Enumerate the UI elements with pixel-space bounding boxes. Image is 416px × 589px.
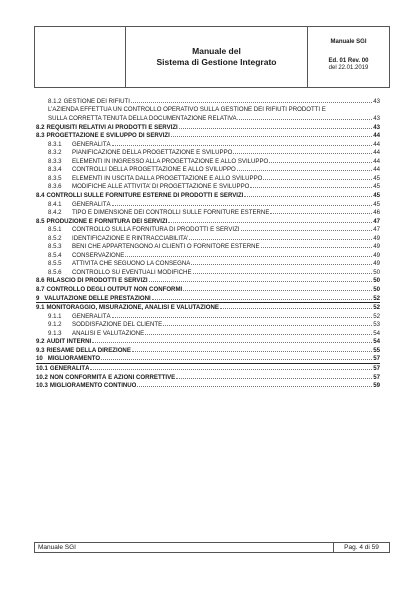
toc-entry-number: 9 [36, 294, 40, 302]
title-line-1: Manuale del [192, 46, 241, 56]
toc-entry-number: 8.5.1 [48, 226, 62, 234]
toc-entry[interactable] [36, 123, 380, 132]
toc-entry-number: 8.3 [36, 132, 45, 140]
toc-entry-number: 8.3.3 [48, 157, 62, 165]
toc-entry-page: 47 [373, 217, 380, 225]
toc-leader-dots [189, 234, 372, 240]
toc-entry-page: 59 [373, 382, 380, 390]
toc-entry-text: BENI CHE APPARTENGONO AI CLIENTI O FORNITORE ESTERNE [72, 243, 260, 251]
toc-leader-dots [183, 285, 372, 291]
toc-leader-dots [191, 259, 372, 265]
toc-entry-number: 8.3.2 [48, 149, 62, 157]
toc-entry-number: 9.2 [36, 338, 45, 346]
toc-entry-number: 8.5.5 [48, 260, 62, 268]
toc-entry[interactable] [36, 329, 380, 338]
document-info [308, 27, 389, 87]
toc-entry-text: RIESAME DELLA DIREZIONE [46, 346, 131, 354]
toc-leader-dots [233, 148, 372, 154]
toc-entry-number: 9.1.3 [48, 329, 62, 337]
toc-leader-dots [125, 251, 372, 257]
toc-entry[interactable] [36, 337, 380, 346]
toc-leader-dots [92, 337, 372, 343]
toc-entry-text: MODIFICHE ALLE ATTIVITA’ DI PROGETTAZIONE E SVILUPPO [72, 183, 250, 191]
toc-entry-text: NON CONFORMITÀ E AZIONI CORRETTIVE [49, 373, 176, 381]
toc-entry-page: 43 [373, 123, 380, 131]
toc-entry[interactable] [36, 234, 380, 243]
toc-entry-text: CONTROLLI SULLE FORNITURE ESTERNE DI PRODOTTI E SERVIZI [46, 192, 244, 200]
toc-entry-number: 9.1 [36, 304, 45, 312]
toc-entry-number: 8.4 [36, 192, 45, 200]
toc-entry-number: 8.5.3 [48, 243, 62, 251]
toc-entry[interactable] [36, 174, 380, 183]
toc-leader-dots [112, 140, 373, 146]
toc-entry-text: PIANIFICAZIONE DELLA PROGETTAZIONE E SVILUPPO [72, 149, 233, 157]
toc-entry-text: GESTIONE DEI RIFIUTI [63, 98, 130, 105]
toc-entry-page: 47 [373, 226, 380, 234]
toc-entry-text: ANALISI E VALUTAZIONE [72, 329, 145, 337]
toc-entry[interactable] [36, 131, 380, 140]
toc-entry[interactable] [36, 208, 380, 217]
toc-leader-dots [244, 191, 372, 197]
toc-entry-page: 49 [373, 260, 380, 268]
toc-entry-page: 44 [373, 140, 380, 148]
toc-entry-text: MIGLIORAMENTO [47, 355, 101, 363]
toc-entry-number: 8.7 [36, 286, 45, 294]
toc-entry-text: CONTROLLO SULLA FORNITURA DI PRODOTTI E SERVIZI [72, 226, 240, 234]
toc-entry-text: L’AZIENDA EFFETTUA UN CONTROLLO OPERATIVO SULLA GESTIONE DEI RIFIUTI PRODOTTI E [48, 105, 326, 113]
toc-entry-page: 54 [373, 329, 380, 337]
toc-entry-page: 43 [373, 98, 380, 105]
toc-entry[interactable] [36, 276, 380, 285]
toc-entry-page: 57 [373, 364, 380, 372]
toc-leader-dots [145, 329, 372, 335]
toc-leader-dots [179, 123, 372, 129]
edition: Ed. 01 Rev. 00 [328, 58, 369, 64]
toc-entry[interactable] [36, 294, 380, 304]
toc-entry-page: 50 [373, 286, 380, 294]
toc-entry[interactable] [36, 140, 380, 149]
page-number: Pag. 4 di 59 [333, 543, 389, 552]
toc-leader-dots [220, 303, 372, 309]
toc-entry-number: 10.2 [36, 373, 48, 381]
toc-entry[interactable] [36, 225, 380, 234]
toc-entry[interactable] [36, 320, 380, 329]
toc-entry[interactable] [36, 251, 380, 260]
document-footer [34, 542, 390, 553]
toc-entry-number: 8.2 [36, 123, 45, 131]
toc-entry-page: 57 [373, 355, 380, 363]
title-line-2: Sistema di Gestione Integrato [156, 57, 277, 67]
toc-entry-text: REQUISITI RELATIVI AI PRODOTTI E SERVIZI [46, 123, 178, 131]
toc-leader-dots [239, 114, 372, 120]
toc-leader-dots [176, 373, 372, 379]
toc-entry[interactable] [36, 217, 380, 226]
doc-name: Manuale SGI [330, 39, 367, 45]
toc-leader-dots [269, 157, 372, 163]
toc-entry-text: MIGLIORAMENTO CONTINUO [49, 382, 137, 390]
toc-entry-page: 49 [373, 234, 380, 242]
toc-leader-dots [250, 182, 372, 188]
toc-entry-number: 8.5.2 [48, 234, 62, 242]
toc-entry[interactable] [36, 364, 380, 373]
toc-entry-text: ATTIVITA CHE SEGUONO LA CONSEGNA [72, 260, 191, 268]
toc-entry[interactable] [36, 373, 380, 382]
toc-entry[interactable] [36, 268, 380, 277]
toc-entry-number: 8.4.1 [48, 200, 62, 208]
toc-entry[interactable] [36, 242, 380, 251]
toc-entry[interactable] [36, 200, 380, 209]
toc-entry-text: IDENTIFICAZIONE E RINTRACCIABILITA’ [72, 234, 189, 242]
toc-entry-text: PRODUZIONE E FORNITURA DEI SERVIZI [46, 217, 168, 225]
toc-entry-page: 44 [373, 157, 380, 165]
edition-date: del 22.01.2019 [328, 65, 369, 71]
toc-entry-page: 50 [373, 268, 380, 276]
toc-entry-number: 8.3.1 [48, 140, 62, 148]
toc-leader-dots [163, 320, 372, 326]
toc-entry-page: 53 [373, 321, 380, 329]
toc-entry-number: 8.6 [36, 277, 45, 285]
toc-entry-text: GENERALITÀ [72, 140, 111, 148]
toc-entry-number: 9.3 [36, 346, 45, 354]
toc-leader-dots [171, 131, 372, 137]
toc-entry[interactable] [36, 148, 380, 157]
toc-leader-dots [149, 276, 373, 282]
toc-entry-number: 8.5.4 [48, 251, 62, 259]
toc-entry-number: 10 [36, 355, 43, 363]
toc-entry-page: 45 [373, 200, 380, 208]
toc-entry-page: 57 [373, 373, 380, 381]
toc-entry[interactable] [36, 114, 380, 123]
toc-entry-page: 45 [373, 174, 380, 182]
toc-leader-dots [261, 242, 373, 248]
toc-entry-text: CONTROLLO DEGLI OUTPUT NON CONFORMI [46, 286, 183, 294]
toc-leader-dots [237, 165, 372, 171]
toc-entry[interactable] [36, 354, 380, 364]
toc-entry-number: 10.3 [36, 382, 48, 390]
toc-entry-text: CONSERVAZIONE [72, 251, 125, 259]
toc-entry[interactable] [36, 97, 380, 106]
toc-entry-page: 44 [373, 149, 380, 157]
toc-entry-text: VALUTAZIONE DELLE PRESTAZIONI [44, 294, 151, 302]
toc-entry[interactable] [36, 346, 380, 355]
toc-entry-page: 52 [373, 312, 380, 320]
toc-entry-text: RILASCIO DI PRODOTTI E SERVIZI [46, 277, 148, 285]
toc-leader-dots [131, 97, 372, 103]
toc-entry-number: 9.1.1 [48, 312, 62, 320]
toc-entry[interactable] [36, 165, 380, 174]
toc-leader-dots [90, 364, 372, 370]
footer-doc-name: Manuale SGI [38, 544, 76, 551]
toc-entry-page: 55 [373, 346, 380, 354]
toc-entry-text: PROGETTAZIONE E SVILUPPO DI SERVIZI [46, 132, 170, 140]
toc-entry-text: MONITORAGGIO, MISURAZIONE, ANALISI E VALUTAZIONE [46, 304, 219, 312]
toc-entry-text: SULLA CORRETTA TENUTA DELLA DOCUMENTAZIONE RELATIVA. [48, 115, 239, 123]
toc-entry-text: GENERALITÀ [72, 200, 111, 208]
document-header [34, 26, 390, 88]
toc-entry-number: 8.1.2 [48, 98, 62, 105]
toc-entry-text: AUDIT INTERNI [46, 338, 92, 346]
toc-entry-text: CONTROLLI DELLA PROGETTAZIONE E ALLO SVILUPPO [72, 166, 236, 174]
toc-entry-page: 50 [373, 277, 380, 285]
toc-leader-dots [112, 200, 373, 206]
toc-leader-dots [112, 312, 373, 318]
toc-entry-text: CONTROLLO SU EVENTUALI MODIFICHE [72, 268, 192, 276]
toc-leader-dots [270, 208, 372, 214]
toc-entry-number: 9.1.2 [48, 321, 62, 329]
toc-leader-dots [152, 294, 373, 300]
toc-entry[interactable] [36, 191, 380, 200]
toc-entry-text: TIPO E DIMENSIONE DEI CONTROLLI SULLE FORNITURE ESTERNE [72, 209, 270, 217]
toc-leader-dots [193, 268, 373, 274]
toc-entry-page: 46 [373, 209, 380, 217]
toc-leader-dots [137, 381, 372, 387]
toc-entry-number: 10.1 [36, 364, 48, 372]
toc-leader-dots [263, 174, 372, 180]
toc-entry[interactable] [36, 182, 380, 191]
document-title [126, 27, 308, 87]
toc-entry-page: 49 [373, 243, 380, 251]
toc-entry-page: 52 [373, 304, 380, 312]
toc-entry-page: 44 [373, 166, 380, 174]
toc-entry-text: ELEMENTI IN USCITA DALLA PROGETTAZIONE E ALLO SVILUPPO [72, 174, 263, 182]
toc-entry-text: GENERALITÀ [49, 364, 90, 372]
toc-entry[interactable] [36, 285, 380, 294]
toc-entry[interactable] [36, 312, 380, 321]
toc-entry[interactable] [36, 157, 380, 166]
toc-entry-number: 8.3.6 [48, 183, 62, 191]
toc-entry-number: 8.4.2 [48, 209, 62, 217]
logo-cell [35, 27, 126, 87]
toc-leader-dots [101, 354, 372, 360]
toc-entry-number: 8.5 [36, 217, 45, 225]
toc-entry-page: 52 [373, 294, 380, 302]
toc-leader-dots [168, 217, 372, 223]
toc-entry-number: 8.5.6 [48, 268, 62, 276]
table-of-contents [36, 97, 380, 390]
toc-entry-page: 43 [373, 115, 380, 123]
toc-entry[interactable] [36, 259, 380, 268]
toc-entry[interactable] [36, 106, 380, 115]
toc-entry-page: 45 [373, 192, 380, 200]
toc-entry[interactable] [36, 303, 380, 312]
toc-entry-text: SODDISFAZIONE DEL CLIENTE [72, 321, 163, 329]
toc-entry-number: 8.3.5 [48, 174, 62, 182]
toc-leader-dots [241, 225, 373, 231]
toc-leader-dots [132, 346, 372, 352]
toc-entry-page: 54 [373, 338, 380, 346]
toc-entry[interactable] [36, 381, 380, 390]
toc-entry-page: 44 [373, 132, 380, 140]
toc-entry-text: ELEMENTI IN INGRESSO ALLA PROGETTAZIONE E ALLO SVILUPPO [72, 157, 269, 165]
toc-entry-page: 45 [373, 183, 380, 191]
toc-entry-page: 49 [373, 251, 380, 259]
toc-entry-number: 8.3.4 [48, 166, 62, 174]
toc-entry-text: GENERALITÀ [72, 312, 111, 320]
